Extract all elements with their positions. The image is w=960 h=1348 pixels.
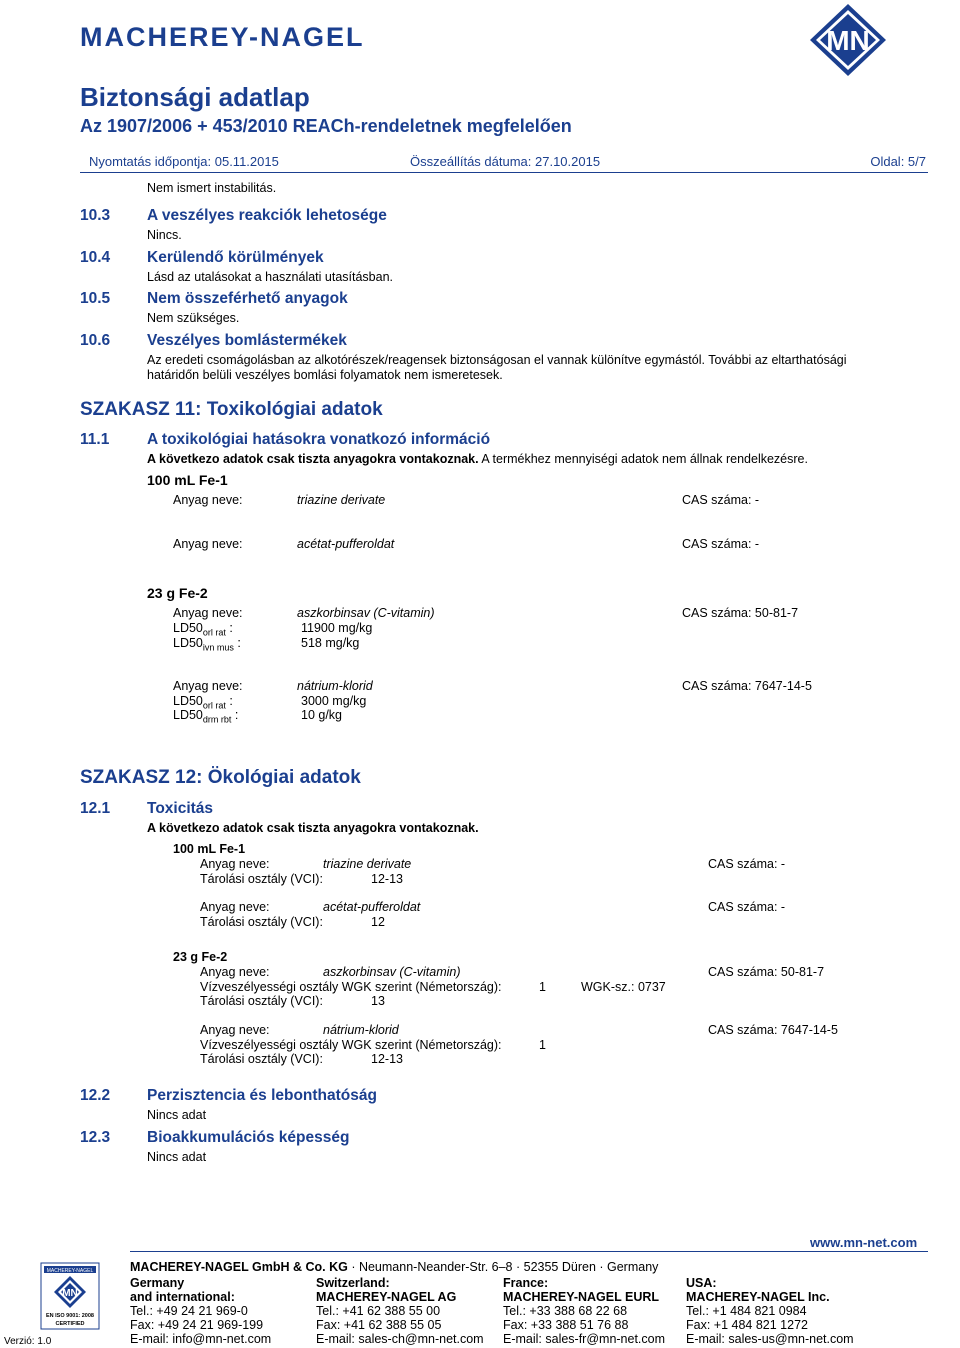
document-title: Biztonsági adatlap — [80, 82, 310, 112]
section-10-6-text-2: határidőn belüli veszélyes bomlási folyamatok nem ismeretesek. — [147, 368, 503, 382]
footer-col3-tel: Tel.: +33 388 68 22 68 — [503, 1304, 628, 1318]
vci-value: 12-13 — [371, 872, 403, 886]
footer-col1-tel: Tel.: +49 24 21 969-0 — [130, 1304, 248, 1318]
vci-value: 13 — [371, 994, 385, 1008]
svg-text:MN: MN — [62, 1288, 78, 1299]
footer-col1-fax: Fax: +49 24 21 969-199 — [130, 1318, 264, 1332]
footer-divider — [130, 1251, 928, 1252]
footer-col2-h2: MACHEREY-NAGEL AG — [316, 1290, 457, 1304]
substance-name: nátrium-klorid — [323, 1023, 399, 1037]
section-10-3-heading: A veszélyes reakciók lehetosége — [147, 207, 387, 224]
page-number: Oldal: 5/7 — [870, 154, 926, 169]
svg-text:CERTIFIED: CERTIFIED — [55, 1321, 85, 1327]
logo-text: MN — [826, 25, 870, 56]
substance-name: aszkorbinsav (C-vitamin) — [297, 606, 435, 620]
cas-number: CAS száma: 7647-14-5 — [682, 679, 812, 693]
footer-col2-tel: Tel.: +41 62 388 55 00 — [316, 1304, 441, 1318]
section-10-5-number: 10.5 — [80, 290, 111, 307]
anyag-label: Anyag neve: — [200, 965, 270, 979]
cas-number: CAS száma: 50-81-7 — [682, 606, 799, 620]
substance-name: triazine derivate — [323, 857, 412, 871]
tarolasi-label: Tárolási osztály (VCI): — [200, 1052, 323, 1066]
footer-col2-fax: Fax: +41 62 388 55 05 — [316, 1318, 442, 1332]
substance-name: acétat-pufferoldat — [323, 900, 421, 914]
print-date: Nyomtatás időpontja: 05.11.2015 — [89, 154, 279, 169]
footer-col4-tel: Tel.: +1 484 821 0984 — [686, 1304, 807, 1318]
anyag-label: Anyag neve: — [200, 857, 270, 871]
section-12-2-text: Nincs adat — [147, 1108, 207, 1122]
vci-value: 12 — [371, 915, 385, 929]
cas-number: CAS száma: - — [682, 493, 760, 507]
svg-text:EN ISO 9001: 2008: EN ISO 9001: 2008 — [45, 1313, 95, 1319]
tarolasi-label: Tárolási osztály (VCI): — [200, 994, 323, 1008]
cas-number: CAS száma: 7647-14-5 — [708, 1023, 838, 1037]
footer-col1-email[interactable]: E-mail: info@mn-net.com — [130, 1332, 272, 1346]
product-fe2: 23 g Fe-2 — [147, 585, 208, 601]
cas-number: CAS száma: 50-81-7 — [708, 965, 825, 979]
version-label: Verzió: 1.0 — [4, 1336, 52, 1347]
footer-col4-h2: MACHEREY-NAGEL Inc. — [686, 1290, 830, 1304]
text-instability: Nem ismert instabilitás. — [147, 181, 277, 195]
intro-rest: A termékhez mennyiségi adatok nem állnak rendelkezésre. — [478, 452, 808, 466]
company-line: MACHEREY-NAGEL GmbH & Co. KG · Neumann-Neander-Str. 6–8 · 52355 Düren · Germany — [130, 1260, 659, 1274]
anyag-label: Anyag neve: — [173, 679, 243, 693]
substance-name: aszkorbinsav (C-vitamin) — [323, 965, 461, 979]
section-12-3-heading: Bioakkumulációs képesség — [147, 1129, 350, 1146]
section-12-3-text: Nincs adat — [147, 1150, 207, 1164]
anyag-label: Anyag neve: — [173, 606, 243, 620]
section-12-1-heading: Toxicitás — [147, 800, 214, 817]
brand-divider — [76, 56, 776, 60]
footer-col4-email[interactable]: E-mail: sales-us@mn-net.com — [686, 1332, 854, 1346]
ld50-label: $LD50_{orl rat}$ : — [173, 694, 233, 711]
section-10-4-heading: Kerülendő körülmények — [147, 249, 324, 266]
substance-name: acétat-pufferoldat — [297, 537, 395, 551]
wgk-sz: WGK-sz.: 0737 — [581, 980, 666, 994]
footer-col3-h1: France: — [503, 1276, 549, 1290]
footer-col2-email[interactable]: E-mail: sales-ch@mn-net.com — [316, 1332, 484, 1346]
section-10-5-text: Nem szükséges. — [147, 311, 240, 325]
vci-value: 12-13 — [371, 1052, 403, 1066]
section-10-3-text: Nincs. — [147, 228, 182, 242]
section-10-6-text-1: Az eredeti csomágolásban az alkotórészek/reagensek biztonságosan el vannak különítve egymástól. További az eltarthatósági — [147, 353, 847, 367]
section-11-1-heading: A toxikológiai hatásokra vonatkozó információ — [147, 431, 491, 448]
section-12-3-number: 12.3 — [80, 1129, 111, 1146]
footer-col3-email[interactable]: E-mail: sales-fr@mn-net.com — [503, 1332, 666, 1346]
anyag-label: Anyag neve: — [173, 537, 243, 551]
tarolasi-label: Tárolási osztály (VCI): — [200, 915, 323, 929]
compile-date: Összeállítás dátuma: 27.10.2015 — [410, 154, 601, 169]
section-11-title: SZAKASZ 11: Toxikológiai adatok — [80, 399, 383, 420]
section-12-2-number: 12.2 — [80, 1087, 111, 1104]
tarolasi-label: Tárolási osztály (VCI): — [200, 872, 323, 886]
document-subtitle: Az 1907/2006 + 453/2010 REACh-rendeletnek megfelelően — [80, 116, 572, 136]
iso-certified-logo — [40, 1262, 100, 1330]
section-12-2-heading: Perzisztencia és lebonthatóság — [147, 1087, 377, 1104]
ld50-value: 518 mg/kg — [301, 636, 360, 650]
anyag-label: Anyag neve: — [200, 900, 270, 914]
ld50-label: $LD50_{ivn mus}$ : — [173, 636, 241, 653]
ld50-value: 3000 mg/kg — [301, 694, 367, 708]
svg-text:MACHEREY-NAGEL: MACHEREY-NAGEL — [46, 1268, 94, 1274]
footer-col3-fax: Fax: +33 388 51 76 88 — [503, 1318, 629, 1332]
footer-col1-h2: and international: — [130, 1290, 235, 1304]
section-10-6-number: 10.6 — [80, 332, 111, 349]
ld50-value: 11900 mg/kg — [301, 621, 373, 635]
mn-logo — [778, 2, 918, 78]
cas-number: CAS száma: - — [682, 537, 760, 551]
footer-col2-h1: Switzerland: — [316, 1276, 390, 1290]
wgk-value: 1 — [539, 980, 546, 994]
section-11-1-number: 11.1 — [80, 431, 110, 448]
section-10-4-number: 10.4 — [80, 249, 111, 266]
cas-number: CAS száma: - — [708, 900, 786, 914]
wgk-value: 1 — [539, 1038, 546, 1052]
cas-number: CAS száma: - — [708, 857, 786, 871]
footer-col1-h1: Germany — [130, 1276, 185, 1290]
intro-bold: A következo adatok csak tiszta anyagokra vontakoznak. — [147, 452, 479, 466]
ld50-label: $LD50_{drm rbt}$ : — [173, 708, 239, 725]
ld50-value: 10 g/kg — [301, 708, 343, 722]
substance-name: nátrium-klorid — [297, 679, 373, 693]
ld50-label: $LD50_{orl rat}$ : — [173, 621, 233, 638]
footer-col3-h2: MACHEREY-NAGEL EURL — [503, 1290, 660, 1304]
wgk-label: Vízveszélyességi osztály WGK szerint (Németország): — [200, 980, 502, 994]
footer-col4-fax: Fax: +1 484 821 1272 — [686, 1318, 808, 1332]
meta-line — [80, 150, 928, 173]
footer-col4-h1: USA: — [686, 1276, 717, 1290]
product-fe2: 23 g Fe-2 — [173, 950, 228, 964]
product-fe1: 100 mL Fe-1 — [147, 472, 228, 488]
section-12-1-intro: A következo adatok csak tiszta anyagokra vontakoznak. — [147, 821, 479, 835]
substance-name: triazine derivate — [297, 493, 386, 507]
section-10-6-heading: Veszélyes bomlástermékek — [147, 332, 347, 349]
product-fe1: 100 mL Fe-1 — [173, 842, 246, 856]
section-11-1-intro — [147, 452, 808, 466]
section-10-5-heading: Nem összeférhető anyagok — [147, 290, 348, 307]
wgk-label: Vízveszélyességi osztály WGK szerint (Németország): — [200, 1038, 502, 1052]
website-link[interactable]: www.mn-net.com — [810, 1235, 918, 1250]
section-10-4-text: Lásd az utalásokat a használati utasításban. — [147, 270, 393, 284]
anyag-label: Anyag neve: — [173, 493, 243, 507]
brand-name: MACHEREY-NAGEL — [80, 22, 365, 52]
section-10-3-number: 10.3 — [80, 207, 111, 224]
anyag-label: Anyag neve: — [200, 1023, 270, 1037]
section-12-title: SZAKASZ 12: Ökológiai adatok — [80, 767, 361, 788]
section-12-1-number: 12.1 — [80, 800, 111, 817]
